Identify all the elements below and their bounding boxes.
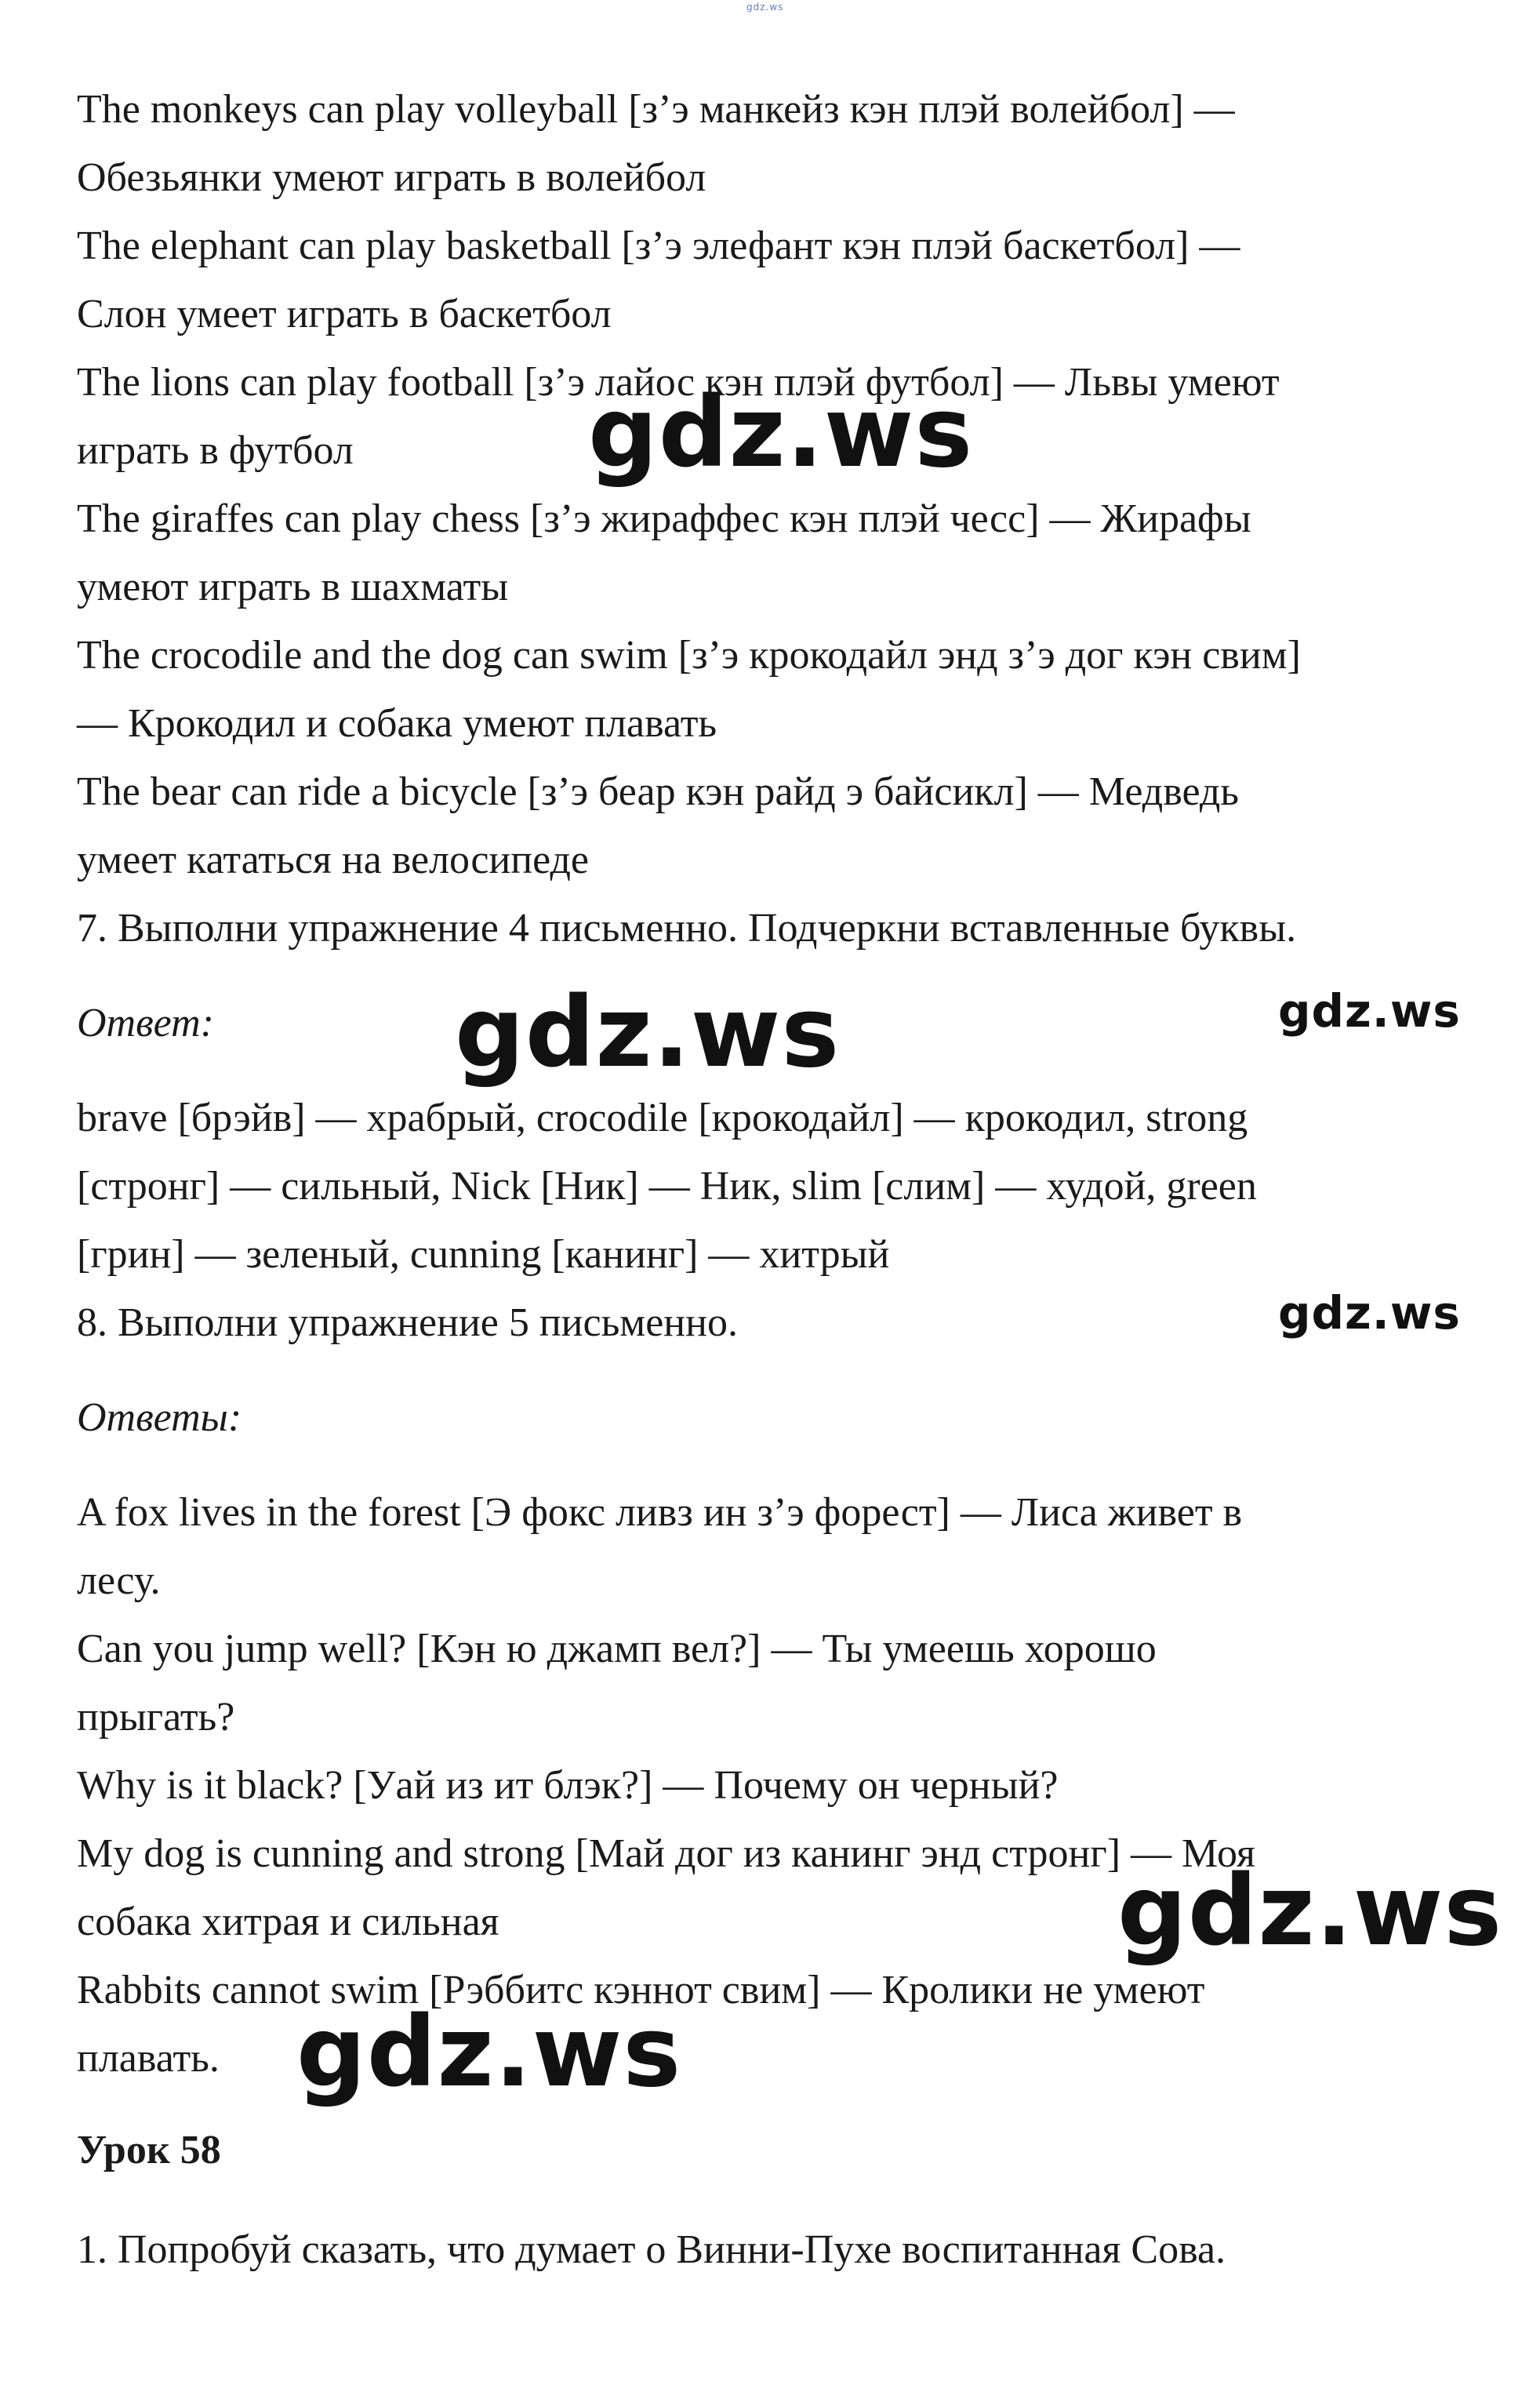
text-line: The elephant can play basketball [з’э элефант кэн плэй баскетбол] — (77, 224, 1240, 268)
text-line: The crocodile and the dog can swim [з’э крокодайл энд з’э дог кэн свим] (77, 633, 1301, 678)
text-line: Can you jump well? [Кэн ю джамп вел?] — Ты умеешь хорошо (77, 1627, 1157, 1671)
text-line: Why is it black? [Уай из ит блэк?] — Почему он черный? (77, 1763, 1059, 1808)
text-line: [стронг] — сильный, Nick [Ник] — Ник, slim [слим] — худой, green (77, 1164, 1257, 1209)
section-exercise-6-answers (77, 75, 1473, 962)
text-line: My dog is cunning and strong [Май дог из канинг энд стронг] — Моя (77, 1831, 1255, 1876)
text-line: The monkeys can play volleyball [з’э манкейз кэн плэй волейбол] — (77, 87, 1235, 132)
watermark: gdz.ws (1117, 1855, 1503, 1968)
text-line: — Крокодил и собака умеют плавать (77, 701, 717, 746)
section-exercise-8-answers (77, 1478, 1473, 2092)
text-line: прыгать? (77, 1695, 235, 1740)
text-line: Обезьянки умеют играть в волейбол (77, 155, 706, 200)
text-line: плавать. (77, 2036, 220, 2081)
text-line: The giraffes can play chess [з’э жираффес кэн плэй чесс] — Жирафы (77, 496, 1251, 541)
watermark: gdz.ws (1278, 1286, 1461, 1340)
text-line: собака хитрая и сильная (77, 1900, 499, 1944)
watermark: gdz.ws (588, 376, 974, 489)
lesson-heading: Урок 58 (77, 2128, 221, 2172)
text-line: играть в футбол (77, 428, 354, 473)
text-line: brave [брэйв] — храбрый, crocodile [крокодайл] — крокодил, strong (77, 1096, 1248, 1140)
exercise-8-prompt: 8. Выполни упражнение 5 письменно. (77, 1300, 738, 1345)
text-line: [грин] — зеленый, cunning [канинг] — хитрый (77, 1232, 890, 1277)
exercise-1-prompt: 1. Попробуй сказать, что думает о Винни-Пухе воспитанная Сова. (77, 2227, 1226, 2272)
section-exercise-7-answers (77, 1084, 1473, 1357)
text-line: The bear can ride a bicycle [з’э беар кэн райд э байсикл] — Медведь (77, 769, 1240, 814)
text-line: The lions can play football [з’э лайос кэн плэй футбол] — Львы умеют (77, 360, 1280, 405)
watermark: gdz.ws (1278, 984, 1461, 1038)
exercise-7-prompt: 7. Выполни упражнение 4 письменно. Подчеркни вставленные буквы. (77, 906, 1297, 951)
watermark: gdz.ws (455, 976, 841, 1089)
text-line: Слон умеет играть в баскетбол (77, 292, 612, 336)
text-line: Rabbits cannot swim [Рэббитс кэннот свим] — Кролики не умеют (77, 1968, 1205, 2012)
text-line: умеет кататься на велосипеде (77, 838, 589, 882)
text-line: лесу. (77, 1558, 161, 1603)
answer-label: Ответ: (77, 1001, 214, 1045)
top-watermark: gdz.ws (746, 2, 784, 13)
answers-label: Ответы: (77, 1395, 242, 1440)
text-line: умеют играть в шахматы (77, 565, 509, 609)
text-line: A fox lives in the forest [Э фокс ливз ин з’э форест] — Лиса живет в (77, 1490, 1243, 1535)
watermark: gdz.ws (296, 1996, 682, 2109)
